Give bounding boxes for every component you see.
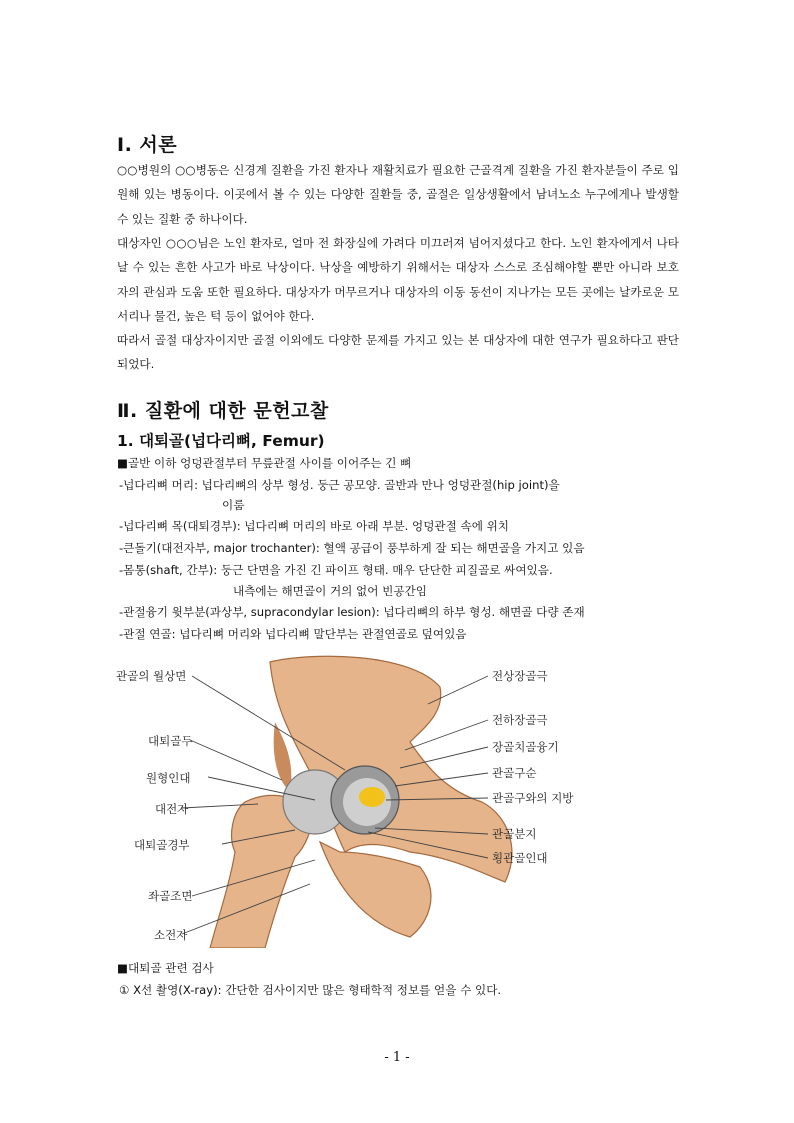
page-number: - 1 - bbox=[384, 1050, 410, 1065]
femur-item-cartilage: -관절 연골: 넙다리뼈 머리와 넙다리뼈 말단부는 관절연골로 덮여있음 bbox=[119, 627, 467, 641]
label-femoral-neck: 대퇴골경부 bbox=[134, 838, 190, 852]
femur-exam-bullet: ■대퇴골 관련 검사 bbox=[117, 961, 214, 975]
ischium-bone bbox=[320, 842, 431, 937]
intro-paragraph-1: ○○병원의 ○○병동은 신경계 질환을 가진 환자나 재활치료가 필요한 근골격계 질환을 가진 환자분들이 주로 입원해 있는 병동이다. 이곳에서 볼 수 있는 다양한 질환들 중, 골절은 일상생활에서 남녀노소 누구에게나 발생할 수 있는 질환 중 하나이다. bbox=[117, 163, 679, 226]
label-lesser-trochanter: 소전자 bbox=[154, 928, 188, 942]
label-lunate-surface: 관골의 월상면 bbox=[116, 669, 187, 683]
label-asis: 전상장골극 bbox=[492, 669, 548, 683]
femur-definition-bullet: ■골반 이하 엉덩관절부터 무릎관절 사이를 이어주는 긴 뼈 bbox=[117, 456, 412, 470]
label-ischial-tuberosity: 좌골조면 bbox=[148, 889, 193, 903]
xray-exam-item: ① X선 촬영(X-ray): 간단한 검사이지만 많은 형태학적 정보를 얻을 수 있다. bbox=[119, 983, 502, 997]
pelvis-bone bbox=[270, 656, 512, 882]
label-acetabular-fat: 관골구와의 지방 bbox=[492, 791, 574, 805]
label-acetabular-notch: 관골분지 bbox=[492, 827, 537, 841]
femur-item-trochanter: -큰돌기(대전자부, major trochanter): 혈액 공급이 풍부하게 잘 되는 해면골을 가지고 있음 bbox=[119, 541, 585, 555]
label-round-ligament: 원형인대 bbox=[146, 771, 191, 785]
femur-item-shaft: -몸통(shaft, 간부): 둥근 단면을 가진 긴 파이프 형태. 매우 단단한 피질골로 싸여있음. bbox=[119, 563, 553, 577]
label-transverse-ligament: 횡관골인대 bbox=[492, 851, 548, 865]
femur-item-head-cont: 이룸 bbox=[222, 498, 245, 512]
acetabular-fat bbox=[359, 787, 385, 807]
sacrum-shape bbox=[274, 722, 292, 792]
femur-item-head: -넙다리뼈 머리: 넙다리뼈의 상부 형성. 둥근 공모양. 골반과 만나 엉덩관절(hip joint)을 bbox=[119, 478, 560, 492]
hip-joint-illustration bbox=[110, 652, 590, 948]
label-aiis: 전하장골극 bbox=[492, 713, 548, 727]
intro-paragraph-3: 따라서 골절 대상자이지만 골절 이외에도 다양한 문제를 가지고 있는 본 대상자에 대한 연구가 필요하다고 판단되었다. bbox=[117, 333, 679, 372]
label-iliopubic-eminence: 장골치골융기 bbox=[492, 740, 559, 754]
femur-item-supracondylar: -관절융기 윗부분(과상부, supracondylar lesion): 넙다리뼈의 하부 형성. 해면골 다량 존재 bbox=[119, 605, 585, 619]
section1-heading: Ⅰ. 서론 bbox=[117, 134, 178, 156]
section2-heading: Ⅱ. 질환에 대한 문헌고찰 bbox=[117, 400, 329, 422]
label-femoral-head: 대퇴골두 bbox=[148, 734, 193, 748]
intro-paragraph-2: 대상자인 ○○○님은 노인 환자로, 얼마 전 화장실에 가려다 미끄러져 넘어지셨다고 한다. 노인 환자에게서 나타날 수 있는 흔한 사고가 바로 낙상이다. 낙상을 예방하기 위해서는 대상자 스스로 조심해야할 뿐만 아니라 보호자의 관심과 도움 또한 필요하다. 대상자가 머무르거나 대상자의 이동 동선이 지나가는 모든 곳에는 날카로운 모서리나 물건, 높은 턱 등이 없어야 한다. bbox=[117, 236, 679, 324]
label-acetabular-labrum: 관골구순 bbox=[492, 766, 537, 780]
femur-item-neck: -넙다리뼈 목(대퇴경부): 넙다리뼈 머리의 바로 아래 부분. 엉덩관절 속에 위치 bbox=[119, 519, 509, 533]
femur-subheading: 1. 대퇴골(넙다리뼈, Femur) bbox=[117, 432, 325, 450]
femur-item-shaft-cont: 내측에는 해면골이 거의 없어 빈공간임 bbox=[233, 584, 427, 598]
label-greater-trochanter: 대전자 bbox=[155, 802, 189, 816]
